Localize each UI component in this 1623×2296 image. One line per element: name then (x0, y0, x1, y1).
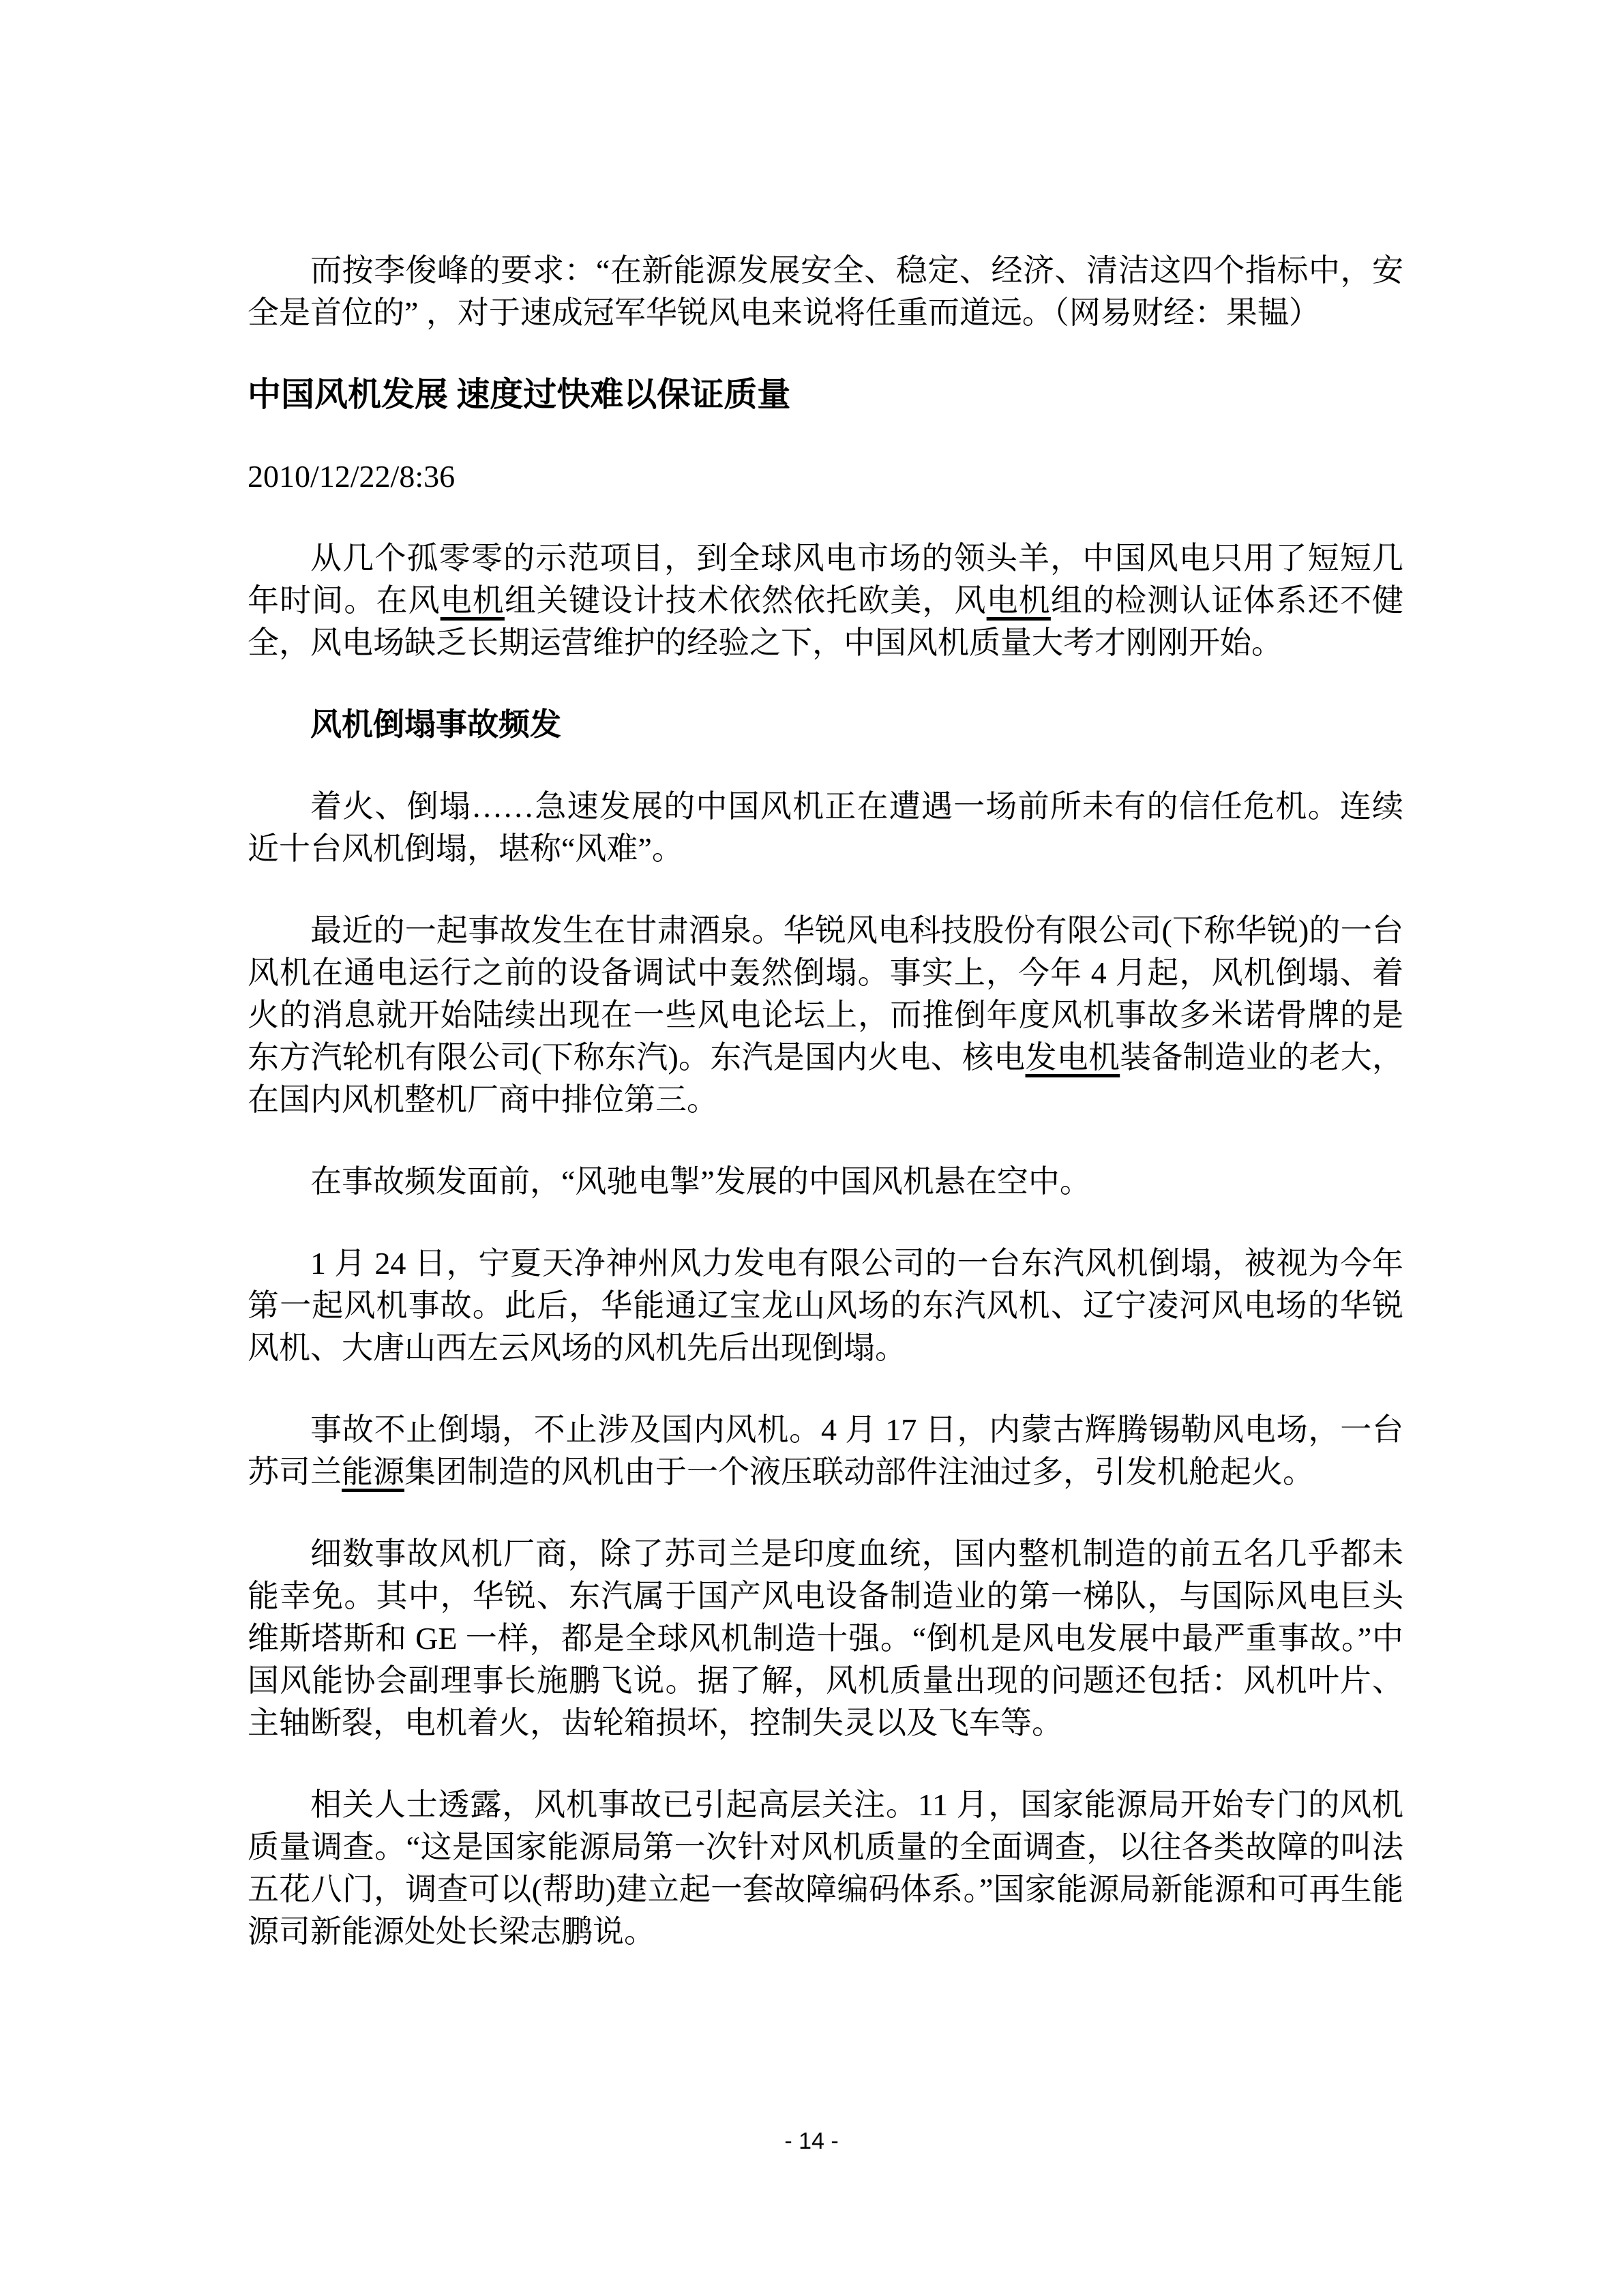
text-segment: 组的检测认证体系还不健全，风电场缺乏长期运营维护的经验之下，中国风机质量大考才刚刚开始。 (248, 583, 1404, 660)
paragraph (248, 1161, 1403, 1203)
page-number: - 14 - (784, 2128, 839, 2154)
paragraph (248, 1533, 1403, 1744)
text-segment: 相关人士透露，风机事故已引起高层关注。11 月，国家能源局开始专门的风机质量调查。“这是国家能源局第一次针对风机质量的全面调查，以往各类故障的叫法五花八门，调查可以(帮助)建立起一套故障编码体系。”国家能源局新能源和可再生能源司新能源处处长梁志鹏说。 (248, 1787, 1403, 1949)
paragraph (248, 250, 1403, 334)
text-segment: 从几个孤零零的示范项目，到全球风电市场的领头羊，中国风电只用了短短几年时间。在风 (248, 541, 1403, 618)
paragraph (248, 1784, 1403, 1953)
document-body (248, 250, 1403, 1993)
text-segment: 事故不止倒塌，不止涉及国内风机。4 月 17 日，内蒙古辉腾锡勒风电场，一台苏司兰 (248, 1412, 1403, 1489)
text-segment: 组关键设计技术依然依托欧美，风 (504, 583, 987, 618)
text-segment: 着火、倒塌……急速发展的中国风机正在遭遇一场前所未有的信任危机。连续近十台风机倒塌，堪称“风难”。 (248, 789, 1403, 866)
text-segment: 风机倒塌事故频发 (310, 707, 561, 742)
text-segment: 而按李俊峰的要求：“在新能源发展安全、稳定、经济、清洁这四个指标中，安全是首位的” ，对于速成冠军华锐风电来说将任重而道远。（网易财经：果韫） (248, 253, 1403, 330)
text-segment: 集团制造的风机由于一个液压联动部件注油过多，引发机舱起火。 (404, 1455, 1314, 1489)
datetime (248, 456, 1403, 498)
paragraph (248, 910, 1403, 1121)
text-segment: 2010/12/22/8:36 (248, 459, 456, 494)
underlined-text: 能源 (342, 1455, 404, 1489)
text-segment: 装备制造业的老大，在国内风机整机厂商中排位第三。 (248, 1040, 1404, 1117)
text-segment: 细数事故风机厂商，除了苏司兰是印度血统，国内整机制造的前五名几乎都未能幸免。其中，华锐、东汽属于国产风电设备制造业的第一梯队，与国际风电巨头维斯塔斯和 GE 一样，都是全球风机制造十强。“倒机是风电发展中最严重事故。”中国风能协会副理事长施鹏飞说。据了解，风机质量出现的问题还包括：风机叶片、主轴断裂，电机着火，齿轮箱损坏，控制失灵以及飞车等。 (248, 1536, 1403, 1740)
paragraph (248, 786, 1403, 870)
heading (248, 374, 1403, 416)
underlined-text: 电机 (440, 583, 505, 618)
text-segment: 最近的一起事故发生在甘肃酒泉。华锐风电科技股份有限公司(下称华锐)的一台风机在通电运行之前的设备调试中轰然倒塌。事实上，今年 4 月起，风机倒塌、着火的消息就开始陆续出现在一些风电论坛上，而推倒年度风机事故多米诺骨牌的是东方汽轮机有限公司(下称东汽)。东汽是国内火电、核电 (248, 913, 1403, 1075)
underlined-text: 发电机 (1025, 1040, 1120, 1075)
paragraph (248, 537, 1403, 664)
subheading (248, 704, 1403, 746)
text-segment: 中国风机发展 速度过快难以保证质量 (248, 376, 791, 413)
text-segment: 在事故频发面前，“风驰电掣”发展的中国风机悬在空中。 (310, 1164, 1091, 1199)
paragraph (248, 1242, 1403, 1369)
underlined-text: 电机 (986, 583, 1051, 618)
paragraph (248, 1409, 1403, 1493)
text-segment: 1 月 24 日，宁夏天净神州风力发电有限公司的一台东汽风机倒塌，被视为今年第一起风机事故。此后，华能通辽宝龙山风场的东汽风机、辽宁凌河风电场的华锐风机、大唐山西左云风场的风机先后出现倒塌。 (248, 1246, 1403, 1365)
